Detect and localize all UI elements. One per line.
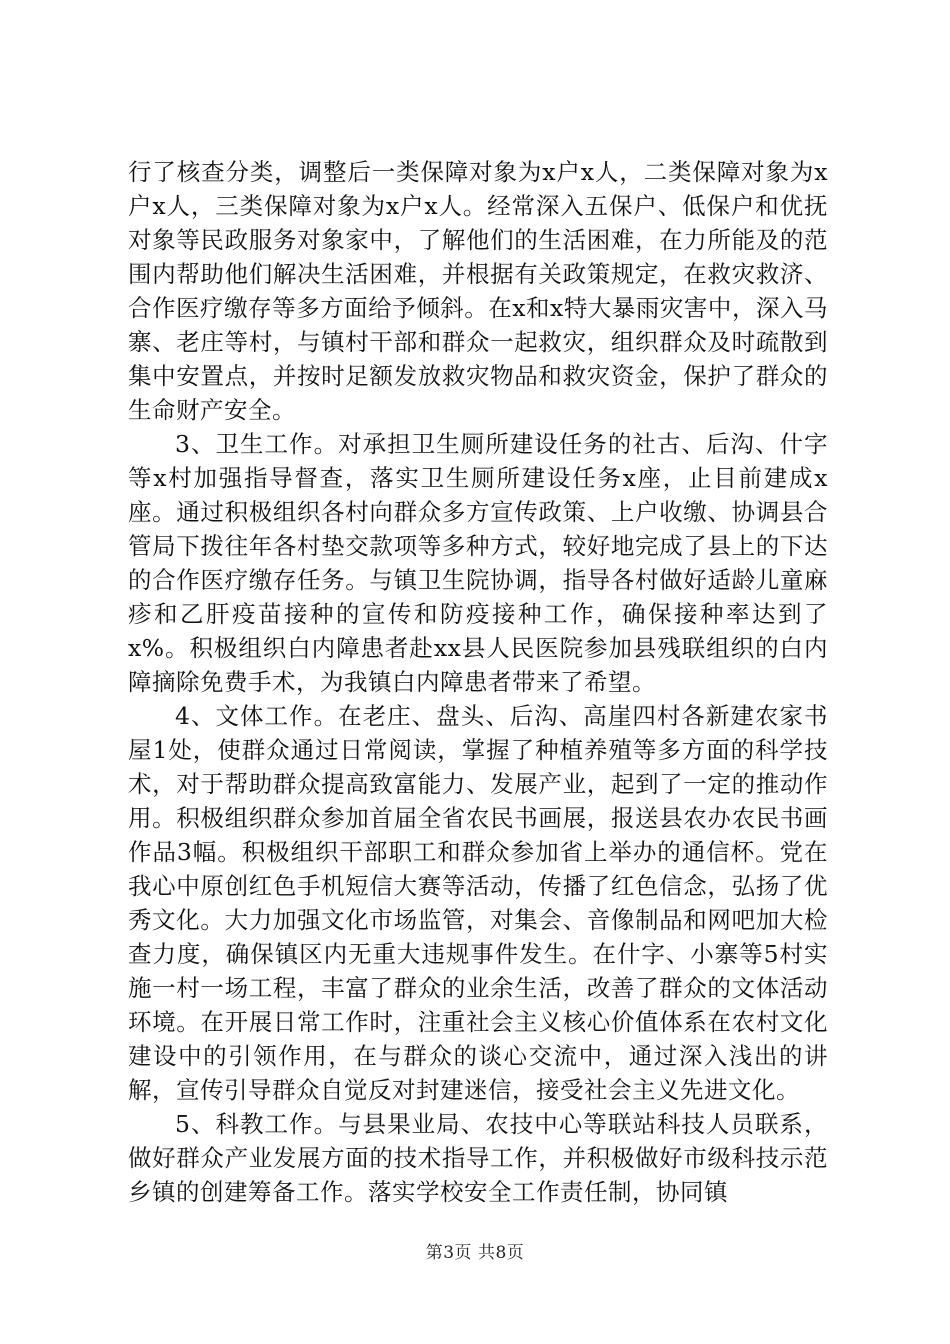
document-body: [128, 155, 828, 1209]
paragraph-civil-affairs-continued: 行了核查分类，调整后一类保障对象为x户x人，二类保障对象为x户x人，三类保障对象为x户x人。经常深入五保户、低保户和优抚对象等民政服务对象家中，了解他们的生活困难，在力所能及的范围内帮助他们解决生活困难，并根据有关政策规定，在救灾救济、合作医疗缴存等多方面给予倾斜。在x和x特大暴雨灾害中，深入马寨、老庄等村，与镇村干部和群众一起救灾，组织群众及时疏散到集中安置点，并按时足额发放救灾物品和救灾资金，保护了群众的生命财产安全。: [128, 158, 828, 424]
paragraph-health-work: 3、卫生工作。对承担卫生厕所建设任务的社古、后沟、什字等x村加强指导督查，落实卫生厕所建设任务x座，止目前建成x座。通过积极组织各村向群众多方宣传政策、上户收缴、协调县合管局下拨往年各村垫交款项等多种方式，较好地完成了县上的下达的合作医疗缴存任务。与镇卫生院协调，指导各村做好适龄儿童麻疹和乙肝疫苗接种的宣传和防疫接种工作，确保接种率达到了x%。积极组织白内障患者赴xx县人民医院参加县残联组织的白内障摘除免费手术，为我镇白内障患者带来了希望。: [128, 430, 828, 696]
paragraph-culture-sports-work: 4、文体工作。在老庄、盘头、后沟、高崖四村各新建农家书屋1处，使群众通过日常阅读，掌握了种植养殖等多方面的科学技术，对于帮助群众提高致富能力、发展产业，起到了一定的推动作用。积极组织群众参加首届全省农民书画展，报送县农办农民书画作品3幅。积极组织干部职工和群众参加省上举办的通信杯。党在我心中原创红色手机短信大赛等活动，传播了红色信念，弘扬了优秀文化。大力加强文化市场监管，对集会、音像制品和网吧加大检查力度，确保镇区内无重大违规事件发生。在什字、小寨等5村实施一村一场工程，丰富了群众的业余生活，改善了群众的文体活动环境。在开展日常工作时，注重社会主义核心价值体系在农村文化建设中的引领作用，在与群众的谈心交流中，通过深入浅出的讲解，宣传引导群众自觉反对封建迷信，接受社会主义先进文化。: [128, 702, 828, 1104]
page-number-footer: 第3页 共8页: [425, 1243, 525, 1263]
paragraph-science-education-work: 5、科教工作。与县果业局、农技中心等联站科技人员联系，做好群众产业发展方面的技术指导工作，并积极做好市级科技示范乡镇的创建筹备工作。落实学校安全工作责任制，协同镇: [128, 1110, 828, 1206]
